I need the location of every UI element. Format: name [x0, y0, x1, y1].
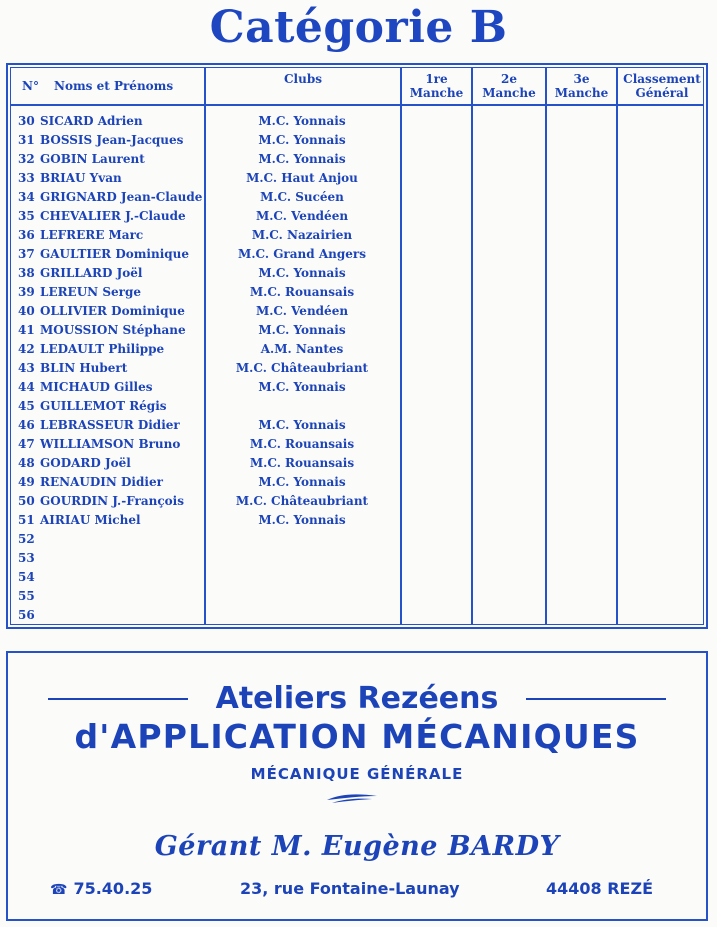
header-manche-1 [402, 69, 471, 103]
manager-name: Gérant M. Eugène BARDY [154, 831, 560, 862]
rider-club: A.M. Nantes [260, 342, 344, 356]
rider-name: CHEVALIER J.-Claude [40, 209, 186, 223]
rider-number: 41 [18, 323, 35, 337]
rider-name: LEBRASSEUR Didier [40, 418, 180, 432]
rider-name: GUILLEMOT Régis [40, 399, 167, 413]
table-row [8, 264, 706, 283]
results-table [6, 63, 708, 629]
rider-number: 54 [18, 570, 35, 584]
rider-club: M.C. Rouansais [249, 456, 355, 470]
header-manche-2-ordinal: 2e [501, 72, 517, 86]
rider-number: 56 [18, 608, 35, 622]
rider-number: 47 [18, 437, 35, 451]
rider-club: M.C. Châteaubriant [235, 361, 369, 375]
table-row [8, 454, 706, 473]
rider-club: M.C. Yonnais [258, 133, 346, 147]
rider-name: OLLIVIER Dominique [40, 304, 185, 318]
header-name: Noms et Prénoms [54, 79, 174, 93]
swoosh-icon [326, 792, 378, 804]
rider-name: LEFRERE Marc [40, 228, 144, 242]
street-address: 23, rue Fontaine-Launay [240, 879, 460, 898]
phone-number: 75.40.25 [73, 879, 153, 898]
page-title: Catégorie B [209, 2, 508, 53]
rider-name: BRIAU Yvan [40, 171, 122, 185]
table-row [8, 435, 706, 454]
table-row [8, 549, 706, 568]
rider-number: 38 [18, 266, 35, 280]
table-row [8, 169, 706, 188]
header-classement-bottom: Général [635, 86, 689, 100]
table-row [8, 511, 706, 530]
rider-number: 32 [18, 152, 35, 166]
rider-club: M.C. Haut Anjou [246, 171, 358, 185]
rider-number: 30 [18, 114, 35, 128]
advertisement [6, 651, 708, 921]
rider-number: 36 [18, 228, 35, 242]
rider-club: M.C. Vendéen [255, 209, 349, 223]
table-row [8, 226, 706, 245]
table-row [8, 568, 706, 587]
table-row [8, 340, 706, 359]
table-row [8, 359, 706, 378]
rider-name: MICHAUD Gilles [40, 380, 153, 394]
rider-number: 34 [18, 190, 35, 204]
table-body [8, 112, 706, 625]
rider-name: RENAUDIN Didier [40, 475, 163, 489]
rider-club: M.C. Yonnais [258, 513, 346, 527]
rider-club: M.C. Rouansais [249, 285, 355, 299]
rider-number: 50 [18, 494, 35, 508]
phone-block [50, 879, 152, 898]
rider-number: 52 [18, 532, 35, 546]
rider-club: M.C. Yonnais [258, 475, 346, 489]
rider-number: 31 [18, 133, 35, 147]
rider-number: 37 [18, 247, 35, 261]
rider-club: M.C. Rouansais [249, 437, 355, 451]
table-row [8, 530, 706, 549]
table-row [8, 207, 706, 226]
rider-name: BLIN Hubert [40, 361, 128, 375]
rider-club: M.C. Châteaubriant [235, 494, 369, 508]
header-classement-top: Classement [623, 72, 701, 86]
rider-number: 45 [18, 399, 35, 413]
header-clubs: Clubs [284, 72, 322, 86]
rider-club: M.C. Vendéen [255, 304, 349, 318]
rider-club: M.C. Yonnais [258, 266, 346, 280]
header-manche-1-ordinal: 1re [425, 72, 448, 86]
rider-name: AIRIAU Michel [40, 513, 141, 527]
rider-number: 33 [18, 171, 35, 185]
table-row [8, 150, 706, 169]
table-row [8, 492, 706, 511]
rider-name: MOUSSION Stéphane [40, 323, 186, 337]
rider-number: 40 [18, 304, 35, 318]
table-row [8, 131, 706, 150]
table-row [8, 397, 706, 416]
rider-name: GOBIN Laurent [40, 152, 145, 166]
rider-number: 39 [18, 285, 35, 299]
rider-club: M.C. Yonnais [258, 152, 346, 166]
rider-name: GAULTIER Dominique [40, 247, 190, 261]
rider-number: 48 [18, 456, 35, 470]
rider-number: 55 [18, 589, 35, 603]
rider-name: GRIGNARD Jean-Claude [40, 190, 203, 204]
rider-number: 51 [18, 513, 35, 527]
rider-name: SICARD Adrien [40, 114, 143, 128]
table-row [8, 587, 706, 606]
header-num: N° [22, 79, 39, 93]
rider-club: M.C. Grand Angers [238, 247, 366, 261]
rider-name: LEREUN Serge [40, 285, 141, 299]
rider-club: M.C. Sucéen [260, 190, 344, 204]
header-manche-3-ordinal: 3e [573, 72, 590, 86]
rider-club: M.C. Nazairien [251, 228, 353, 242]
rider-number: 49 [18, 475, 35, 489]
table-row [8, 606, 706, 625]
rider-number: 46 [18, 418, 35, 432]
rider-club: M.C. Yonnais [258, 323, 346, 337]
rider-number: 44 [18, 380, 35, 394]
table-row [8, 473, 706, 492]
rider-name: GODARD Joël [40, 456, 131, 470]
header-manche-2 [473, 69, 545, 103]
header-manche-3 [547, 69, 616, 103]
rider-name: BOSSIS Jean-Jacques [40, 133, 184, 147]
rider-number: 35 [18, 209, 35, 223]
table-row [8, 188, 706, 207]
table-row [8, 112, 706, 131]
table-row [8, 416, 706, 435]
rider-club: M.C. Yonnais [258, 114, 346, 128]
company-subtitle: d'APPLICATION MÉCANIQUES [74, 717, 640, 756]
table-row [8, 302, 706, 321]
table-row [8, 283, 706, 302]
rider-name: WILLIAMSON Bruno [40, 437, 181, 451]
rider-number: 42 [18, 342, 35, 356]
header-manche-2-label: Manche [482, 86, 536, 100]
header-manche-3-label: Manche [554, 86, 609, 100]
company-activity: MÉCANIQUE GÉNÉRALE [250, 765, 464, 783]
rider-name: LEDAULT Philippe [40, 342, 165, 356]
header-classement [618, 69, 706, 103]
company-name: Ateliers Rezéens [215, 681, 499, 716]
header-manche-1-label: Manche [409, 86, 464, 100]
telephone-icon: ☎ [50, 882, 68, 898]
rider-number: 53 [18, 551, 35, 565]
table-row [8, 321, 706, 340]
city: 44408 REZÉ [546, 879, 654, 898]
rider-name: GOURDIN J.-François [40, 494, 184, 508]
rider-club: M.C. Yonnais [258, 380, 346, 394]
table-row [8, 378, 706, 397]
rider-club: M.C. Yonnais [258, 418, 346, 432]
table-row [8, 245, 706, 264]
rider-name: GRILLARD Joël [40, 266, 143, 280]
rider-number: 43 [18, 361, 35, 375]
